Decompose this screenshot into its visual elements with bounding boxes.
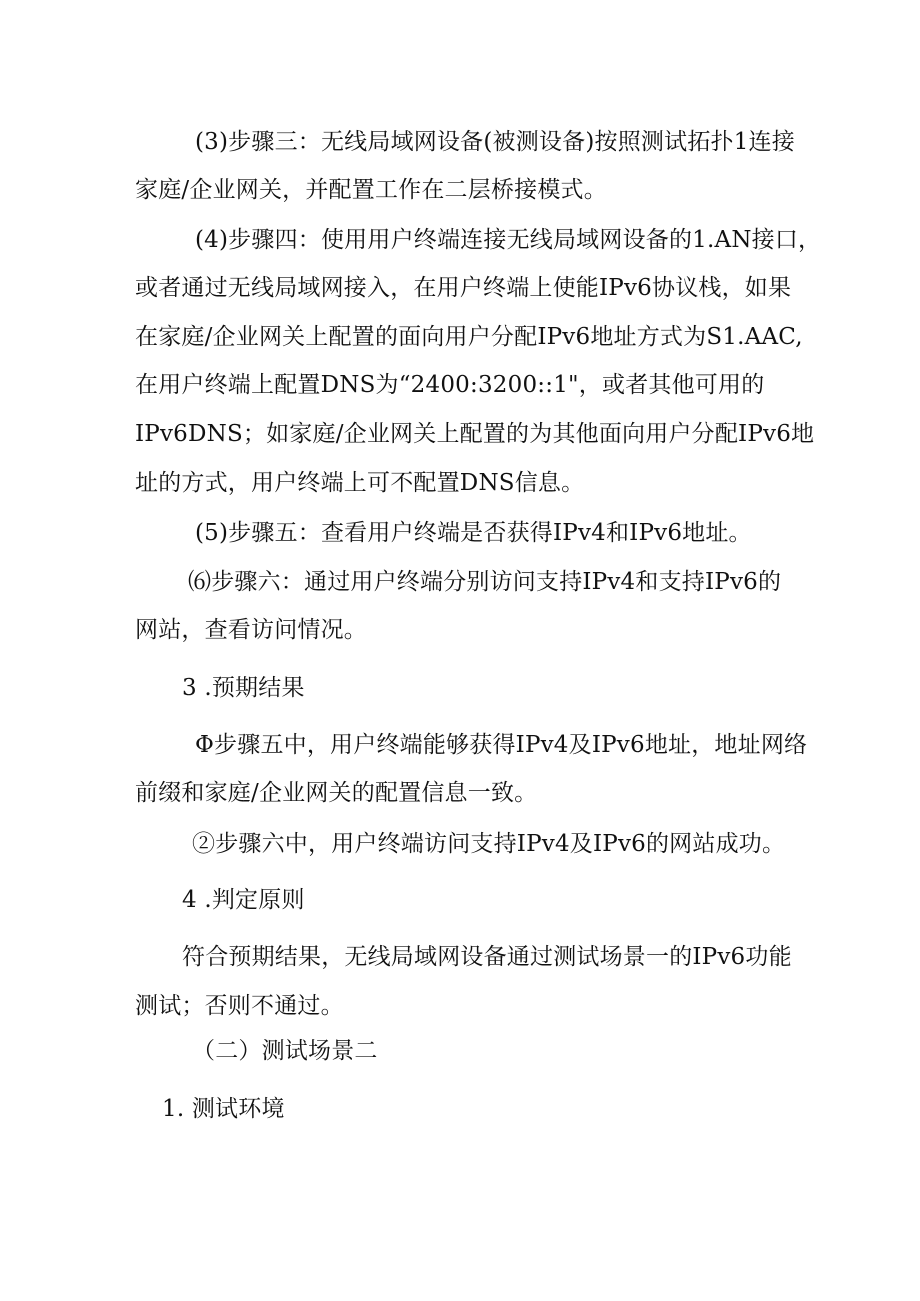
criteria-line-2: 测试；否则不通过。 — [135, 993, 344, 1019]
step4-line-1: (4)步骤四：使用用户终端连接无线局域网设备的1.AN接口， — [195, 227, 822, 253]
test-environment-heading: 1. 测试环境 — [162, 1096, 285, 1122]
step6-line-2: 网站，查看访问情况。 — [135, 617, 367, 643]
criteria-line-1: 符合预期结果，无线局域网设备通过测试场景一的IPv6功能 — [182, 944, 792, 970]
step4-line-2: 或者通过无线局域网接入，在用户终端上使能IPv6协议栈，如果 — [135, 275, 792, 301]
expected-result-1-line-2: 前缀和家庭/企业网关的配置信息一致。 — [135, 780, 538, 806]
scenario-2-heading: （二）测试场景二 — [192, 1038, 378, 1064]
step5-line-1: (5)步骤五：查看用户终端是否获得IPv4和IPv6地址。 — [195, 520, 752, 546]
step4-line-3: 在家庭/企业网关上配置的面向用户分配IPv6地址方式为S1.AAC, — [135, 324, 803, 350]
expected-result-2-line-1: ②步骤六中，用户终端访问支持IPv4及IPv6的网站成功。 — [192, 831, 786, 857]
step4-line-5: IPv6DNS；如家庭/企业网关上配置的为其他面向用户分配IPv6地 — [135, 421, 815, 447]
section-4-heading: 4 .判定原则 — [182, 887, 305, 913]
expected-result-1-line-1: Φ步骤五中，用户终端能够获得IPv4及IPv6地址，地址网络 — [195, 732, 808, 758]
section-3-heading: 3 .预期结果 — [182, 675, 305, 701]
step6-line-1: ⑹步骤六：通过用户终端分别访问支持IPv4和支持IPv6的 — [188, 569, 782, 595]
step4-line-6: 址的方式，用户终端上可不配置DNS信息。 — [135, 470, 585, 496]
step3-line-2: 家庭/企业网关，并配置工作在二层桥接模式。 — [135, 177, 607, 203]
step3-line-1: (3)步骤三：无线局域网设备(被测设备)按照测试拓扑1连接 — [195, 129, 795, 155]
step4-line-4: 在用户终端上配置DNS为“2400:3200::1"，或者其他可用的 — [135, 372, 765, 398]
